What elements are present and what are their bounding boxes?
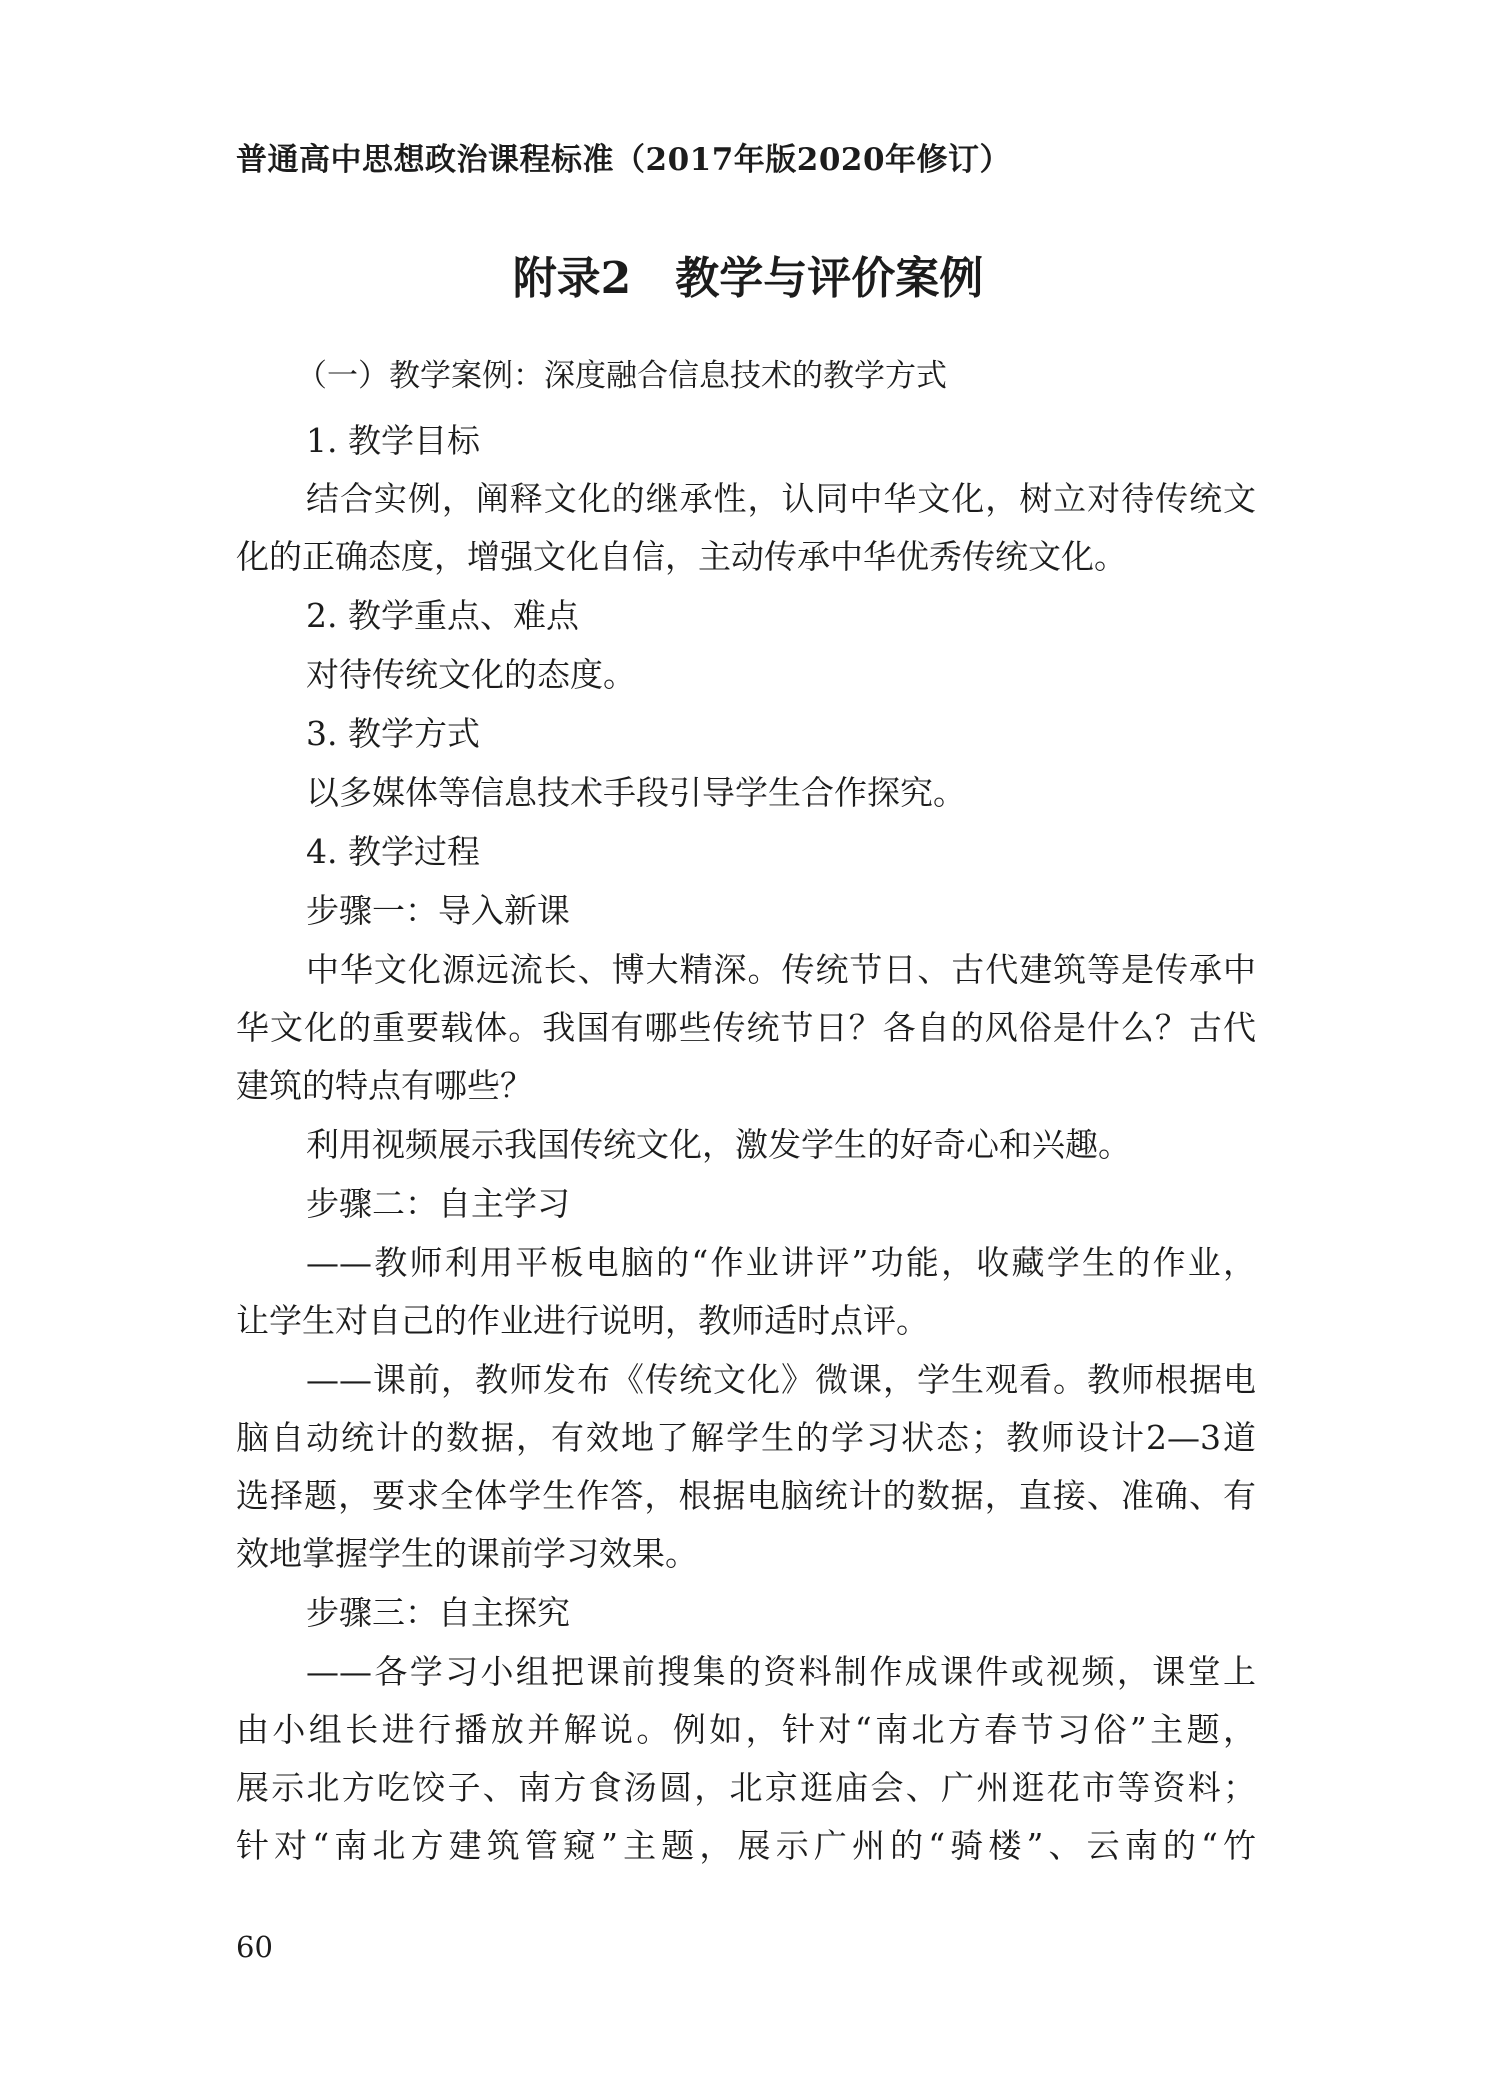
paragraph-line: 针对“南北方建筑管窥”主题，展示广州的“骑楼”、云南的“竹 [236,1826,1256,1865]
paragraph-line: 结合实例，阐释文化的继承性，认同中华文化，树立对待传统文 [306,479,1256,518]
paragraph-line: ——教师利用平板电脑的“作业讲评”功能，收藏学生的作业， [306,1243,1256,1282]
running-header: 普通高中思想政治课程标准（2017年版2020年修订） [236,142,1012,178]
paragraph-line: ——课前，教师发布《传统文化》微课，学生观看。教师根据电 [306,1360,1256,1399]
page-number: 60 [236,1930,273,1964]
paragraph-line: 化的正确态度，增强文化自信，主动传承中华优秀传统文化。 [236,537,1127,576]
paragraph-line: 让学生对自己的作业进行说明，教师适时点评。 [236,1301,929,1340]
chapter-title: 附录2 教学与评价案例 [512,253,984,304]
paragraph-line: 展示北方吃饺子、南方食汤圆，北京逛庙会、广州逛花市等资料； [236,1768,1256,1807]
paragraph-line: 脑自动统计的数据，有效地了解学生的学习状态；教师设计2—3道 [236,1418,1256,1457]
heading-teaching-goals: 1. 教学目标 [306,421,480,460]
paragraph-line: 对待传统文化的态度。 [306,655,636,694]
paragraph-line: 华文化的重要载体。我国有哪些传统节日？各自的风俗是什么？古代 [236,1008,1256,1047]
paragraph-line: 效地掌握学生的课前学习效果。 [236,1534,698,1573]
paragraph-line: 建筑的特点有哪些？ [236,1066,533,1105]
heading-key-points: 2. 教学重点、难点 [306,596,579,635]
paragraph-line: ——各学习小组把课前搜集的资料制作成课件或视频，课堂上 [306,1652,1256,1691]
heading-teaching-process: 4. 教学过程 [306,832,480,871]
paragraph-line: 利用视频展示我国传统文化，激发学生的好奇心和兴趣。 [306,1125,1131,1164]
step-three-heading: 步骤三：自主探究 [306,1593,570,1632]
section-title: （一）教学案例：深度融合信息技术的教学方式 [296,358,947,394]
paragraph-line: 选择题，要求全体学生作答，根据电脑统计的数据，直接、准确、有 [236,1476,1256,1515]
paragraph-line: 以多媒体等信息技术手段引导学生合作探究。 [306,773,966,812]
paragraph-line: 由小组长进行播放并解说。例如，针对“南北方春节习俗”主题， [236,1710,1256,1749]
paragraph-line: 中华文化源远流长、博大精深。传统节日、古代建筑等是传承中 [306,950,1256,989]
step-two-heading: 步骤二：自主学习 [306,1184,570,1223]
step-one-heading: 步骤一：导入新课 [306,891,570,930]
heading-teaching-method: 3. 教学方式 [306,714,480,753]
